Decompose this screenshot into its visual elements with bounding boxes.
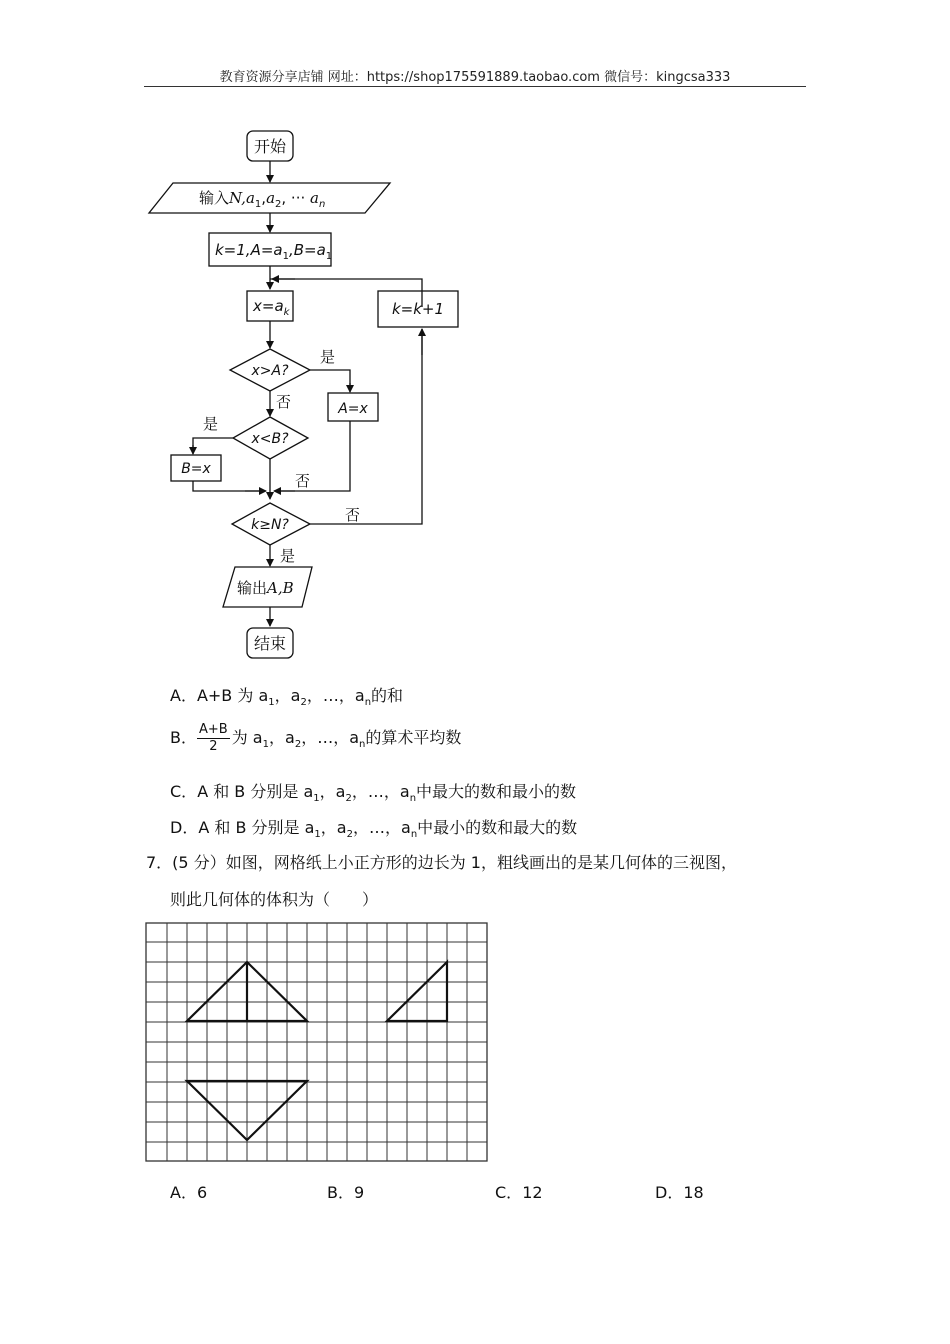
q7-choice-c[interactable]: C．12 bbox=[495, 1183, 543, 1202]
cond-a-label: x>A? bbox=[251, 363, 289, 379]
q7-choice-a[interactable]: A．6 bbox=[170, 1183, 208, 1202]
x-assign-label: $x=a_k$ bbox=[253, 297, 290, 318]
q7-stem-line1: 7．(5 分）如图，网格纸上小正方形的边长为 1，粗线画出的是某几何体的三视图， bbox=[146, 853, 737, 872]
q6-option-c[interactable]: C．A 和 B 分别是 $a_1$，$a_2$，…，$a_n$中最大的数和最小的数 bbox=[170, 782, 577, 805]
header-divider bbox=[144, 86, 806, 87]
init-label: $k=1,A=a_1,B=a_1$ bbox=[215, 241, 333, 262]
q6-option-a[interactable]: A．A+B 为 $a_1$，$a_2$，…，$a_n$的和 bbox=[170, 686, 404, 709]
cond-k-no: 否 bbox=[345, 506, 361, 524]
q6-option-b[interactable]: B． $\frac{A+B}{2}$ 为 $a_1$，$a_2$，…，$a_n$的算术平均数 bbox=[170, 722, 462, 754]
cond-a-no: 否 bbox=[276, 393, 292, 411]
q7-stem-line2: 则此几何体的体积为（ ） bbox=[170, 890, 379, 909]
cond-b-no: 否 bbox=[295, 472, 311, 490]
grid-lines bbox=[146, 923, 487, 1161]
fraction: $\frac{A+B}{2}$ bbox=[198, 722, 228, 754]
cond-a-yes: 是 bbox=[320, 348, 336, 366]
q7-choice-b[interactable]: B．9 bbox=[327, 1183, 365, 1202]
input-label: 输入$N,a_1,a_2$, ··· $a_n$ bbox=[199, 189, 326, 210]
flowchart bbox=[145, 125, 465, 665]
cond-b-yes: 是 bbox=[203, 415, 219, 433]
assign-b-label: B=x bbox=[181, 461, 211, 477]
q6-option-d[interactable]: D．A 和 B 分别是 $a_1$，$a_2$，…，$a_n$中最小的数和最大的数 bbox=[170, 818, 578, 841]
cond-k-label: k≥N? bbox=[251, 517, 289, 533]
q7-choice-d[interactable]: D．18 bbox=[655, 1183, 704, 1202]
three-view-grid bbox=[145, 922, 490, 1164]
assign-a-label: A=x bbox=[338, 401, 368, 417]
increment-label: k=k+1 bbox=[391, 300, 445, 318]
end-label: 结束 bbox=[253, 634, 287, 653]
side-view-triangle bbox=[387, 962, 447, 1021]
start-label: 开始 bbox=[253, 137, 287, 156]
output-label: 输出A,B bbox=[237, 579, 294, 597]
page-header: 教育资源分享店铺 网址：https://shop175591889.taobao.com 微信号：kingcsa333 bbox=[219, 70, 731, 85]
cond-k-yes: 是 bbox=[280, 547, 296, 565]
cond-b-label: x<B? bbox=[251, 431, 289, 447]
